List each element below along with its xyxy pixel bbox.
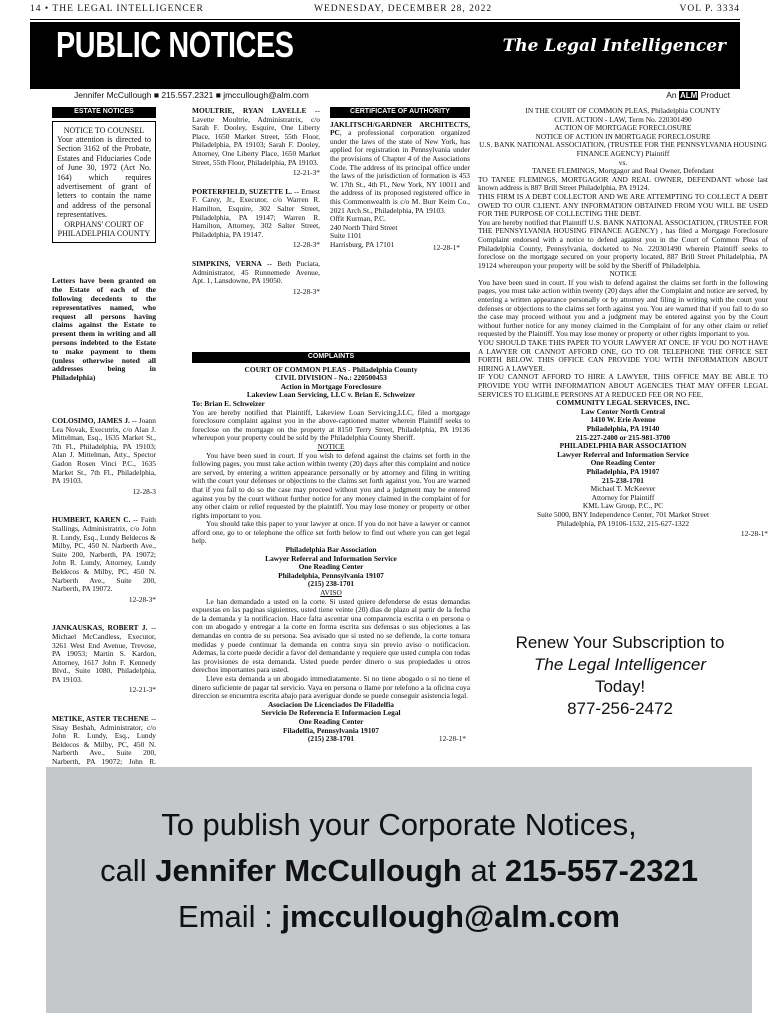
notice-text: -- Lavette Moultrie, Administratrix, c/o Sarah F. Dooley, Esquire, One Liberty Place, 1650 Market Street, 55th Floor, Philadelphia, PA 19103; Sarah F. Dooley, Attorney, One Liberty Place, 1650 Market Street, 55th Floor, Philadelphia, PA 19103. — [192, 106, 320, 167]
bar-line: Philadelphia, Pennsylvania 19107 — [278, 570, 384, 580]
foreclosure-column — [478, 107, 768, 539]
notice-heading: NOTICE — [609, 269, 637, 279]
address-line: Suite 1101 — [330, 231, 362, 241]
estate-notice — [52, 516, 156, 604]
renew-today: Today! — [594, 677, 646, 696]
court-line: vs. — [618, 157, 628, 167]
address-line: Offit Kurman, P.C. — [330, 214, 386, 224]
renew-subscription-ad[interactable] — [478, 632, 762, 720]
legal-services-line: 1410 W. Erie Avenue — [590, 415, 656, 425]
notice-date: 12-28-3* — [292, 240, 320, 250]
running-head — [30, 4, 740, 18]
attorney-line: Attorney for Plaintiff — [591, 492, 655, 502]
box-title: NOTICE TO COUNSEL — [63, 125, 145, 135]
decedent-name: PORTERFIELD, SUZETTE L. — [192, 186, 293, 196]
footer-line-2: call Jennifer McCullough at 215-557-2321 — [100, 853, 698, 888]
complaint-paragraph: You should take this paper to your lawyer at once. If you do not have a lawyer or cannot afford one, go to or telephone the office set forth below to find out where you can get legal help. — [192, 519, 470, 546]
attorney-line: Michael T. McKeever — [590, 484, 656, 494]
contact-bar — [30, 89, 740, 102]
notice-heading: NOTICE — [317, 441, 345, 451]
alm-prefix: An — [666, 90, 677, 100]
court-line: CIVIL ACTION - LAW, Term No. 220301490 — [554, 114, 692, 124]
bar-line: One Reading Center — [298, 562, 364, 572]
certificate-text: , a professional corporation organized under the laws of the state of New York, has applied for registration in Pennsylvania under the provisions of Chapter 4 of the Associations Code. The address of its principal office under the laws of the jurisdiction of formation is 453 W. 17th St., 4th Fl., New York, NY 10011 and the address of its proposed registered office in this Commonwealth is c/o M. Burr Keim Co., 2021 Arch St., Philadelphia, PA 19103. — [330, 128, 470, 215]
notice-text: -- Faith Stallings, Administratrix, c/o John R. Lundy, Esq., Lundy Beldecos & Milby, PC, 450 N. Narberth Ave., Suite 200, Narberth, PA 19072; John R. Lundy, Attorney, Lundy Beldecos & Milby, PC, 450 N. Narberth Ave., Suite 200, Narberth, PA 19072. — [52, 515, 157, 594]
notice-date: 12-28-3* — [128, 594, 156, 604]
legal-services-line: 215-238-1701 — [602, 475, 644, 485]
defendant-line: TANEE FLEMINGS, Mortgagor and Real Owner, Defendant — [532, 166, 714, 176]
notice-text: -- Ernest F. Carey, Jr., Executor, c/o Warren R. Hamilton, Esquire, 302 Salter Street, Philadelphia, PA 19147; Warren R. Hamilton, Attorney, 302 Salter Street, Philadelphia, PA 19147. — [192, 186, 320, 239]
notice-date: 12-28-3 — [132, 486, 156, 496]
estate-notices-column-2 — [192, 107, 320, 316]
notice-date: 12-28-1* — [740, 529, 768, 539]
masthead-logo: The Legal Intelligencer — [502, 36, 726, 56]
court-line: U.S. BANK NATIONAL ASSOCIATION, (TRUSTEE FOR THE PENNSYLVANIA HOUSING FINANCE AGENCY) Plaintiff — [479, 140, 767, 158]
running-head-volume: VOL P. 3334 — [679, 4, 740, 14]
bar-line: Lawyer Referral and Information Service — [265, 553, 397, 563]
foreclosure-paragraph: You have been sued in court. If you wish to defend against the claims set forth in the following pages, you must take action within twenty (20) days after the Complaint and notice are served, by entering a written appearance personally or by attorney and filing in writing with the court your defenses or objections to the claims set forth against you. You are warned that if you fail to do so the case may proceed without you and a judgment may be entered against you by the Court without further notice for any money claimed in the Complaint of for any other claim or relief requested by the Plaintiff. You may lose money or property or other rights important to you. — [478, 277, 768, 339]
asoc-phone-line: (215) 238-1701 12-28-1* — [307, 734, 466, 744]
notice-text: -- Michael McCandless, Executor, 3261 West End Avenue, Trevose, PA 19053; Martin S. Kardon, Attorney, 1617 John F. Kennedy Blvd., Suite 1080, Philadelphia, PA 19103. — [52, 623, 156, 684]
legal-services-line: COMMUNITY LEGAL SERVICES, INC. — [556, 398, 690, 408]
notice-to-counsel-box — [52, 121, 156, 244]
asoc-line: One Reading Center — [298, 716, 364, 726]
alm-suffix: Product — [700, 90, 730, 100]
certificate-header: CERTIFICATE OF AUTHORITY — [330, 107, 470, 118]
action-type: Action in Mortgage Foreclosure — [280, 381, 382, 391]
attorney-line: KML Law Group, P.C., PC — [582, 501, 664, 511]
notice-text: -- Sisay Beshah, Administrator, c/o John R. Lundy, Esq., Lundy Beldecos & Milby, PC, 450 N. Narberth Ave., Suite 200, Narberth, PA 19072; John R. — [52, 714, 156, 767]
renew-publication: The Legal Intelligencer — [533, 655, 706, 674]
notice-text: -- Joann Lea Novak, Executrix, c/o Alan J. Mittelman, Esq., 1635 Market St., 7th Fl., Philadelphia, PA 19103; Alan J. Mittelman, Atty., Spector Gadon Rosen Vinci P.C., 1635 Market St., 7th Fl., Philadelphia, PA 19103. — [52, 416, 156, 486]
aviso-heading: AVISO — [320, 588, 342, 598]
running-head-date: WEDNESDAY, DECEMBER 28, 2022 — [314, 4, 493, 14]
estate-notice — [52, 417, 156, 496]
notice-date: 12-28-3* — [292, 286, 320, 296]
contact-phone[interactable]: 215-557-2321 — [504, 853, 698, 888]
publish-notices-ad — [46, 767, 752, 1013]
box-court: ORPHANS' COURT OF PHILADELPHIA COUNTY — [57, 219, 151, 239]
legal-services-line: Philadelphia, PA 19107 — [586, 466, 660, 476]
complaint-paragraph: Lleve esta demanda a un abogado immediatamente. Si no tiene abogado o si no tiene el dinero suficiente de pagar tal servicio. Vaya en persona o llame por telefono a la oficina cuya direccion se encuentra escrita abajo para averiguar donde se puede conseguir asistencia legal. — [192, 673, 470, 701]
parties: Lakeview Loan Servicing, LLC v. Brian E. Schweizer — [246, 390, 416, 400]
renew-phone[interactable]: 877-256-2472 — [567, 699, 673, 718]
court-line: ACTION OF MORTGAGE FORECLOSURE — [554, 123, 692, 133]
asoc-line: Servicio De Referencia E Informacion Legal — [261, 708, 401, 718]
division: CIVIL DIVISION - No.: 220500453 — [275, 373, 387, 383]
addressee: To: Brian E. Schweizer — [192, 398, 265, 408]
legal-services-line: PHILADELPHIA BAR ASSOCIATION — [559, 441, 687, 451]
estate-notice — [52, 624, 156, 695]
foreclosure-paragraph: IF YOU CANNOT AFFORD TO HIRE A LAWYER, THIS OFFICE MAY BE ABLE TO PROVIDE YOU WITH INFORMATION ABOUT AGENCIES THAT MAY OFFER LEGAL SERVICES TO ELIGIBLE PERSONS AT A REDUCED FEE OR NO FEE. — [478, 372, 768, 399]
contact-email[interactable]: jmccullough@alm.com — [281, 899, 620, 934]
box-text: Your attention is directed to Section 3162 of the Probate, Estates and Fiduciaries Code of June 30, 1972 (Act No. 164) which requires advertisement of grant of letters to contain the name and address of the personal representatives. — [57, 135, 151, 220]
attorney-line: Suite 5000, BNY Independence Center, 701 Market Street — [536, 509, 710, 519]
contact-name: Jennifer McCullough — [155, 853, 462, 888]
attorney-line: Philadelphia, PA 19106-1532, 215-627-1322 — [556, 518, 690, 528]
bar-line: Philadelphia Bar Association — [285, 545, 377, 555]
bar-line: (215) 238-1701 — [307, 579, 355, 589]
legal-services-line: Philadelphia, PA 19140 — [586, 423, 660, 433]
estate-notices-column — [52, 107, 156, 832]
decedent-name: SIMPKINS, VERNA — [192, 258, 262, 268]
complaint-paragraph: Le han demandado a usted en la corte. Si usted quiere defenderse de estas demandas expuestas en las paginas siguientes, usted tiene veinte (20) dias de plazo al partir de la fecha de la demanda y la notificacion. Hace falta ascentar una comparencia escrita o en persona o con un abogado y entregar a la corte en forma escrita sus defensas o sus objeciones a las demandas en contra de su persona. Sea avisado que si usted no se defiende, la corte tomara medidas y puede continuar la demanda en contra suya sin previo aviso o notificacion. Ademas, la corte puede decidir a favor del demandante y requiere que usted cumpla con todas las provisiones de esta demanda. Usted puede perder dinero o sus propiedades u otros derechos importantes para usted. — [192, 596, 470, 675]
decedent-name: COLOSIMO, JAMES J. — [52, 416, 130, 426]
page-title: PUBLIC NOTICES — [56, 24, 294, 65]
legal-services-line: Law Center North Central — [580, 406, 666, 416]
asoc-line: Asociacion De Licenciados De Filadelfia — [267, 699, 395, 709]
legal-services-line: 215-227-2400 or 215-981-3700 — [575, 432, 671, 442]
corporation-name: JAKLITSCH/GARDNER ARCHITECTS, PC — [330, 119, 470, 138]
legal-services-line: Lawyer Referral and Information Service — [557, 449, 689, 459]
estate-intro: Letters have been granted on the Estate of each of the following decedents to the representatives named, who request all persons having claims against the Estate to present them in writing and all persons indebted to the Estate to make payment to them (unless otherwise noted all addresses being in Philadelphia) — [52, 276, 156, 383]
court-line: IN THE COURT OF COMMON PLEAS, Philadelphia COUNTY — [525, 106, 721, 115]
address-line: 240 North Third Street — [330, 222, 398, 232]
estate-notice — [192, 107, 320, 178]
notice-date: 12-28-1* — [438, 734, 466, 744]
certificate-address — [330, 214, 470, 252]
estate-notices-header: ESTATE NOTICES — [52, 107, 156, 118]
notice-text: -- Beth Puciata, Administrator, 45 Runnemede Avenue, Apt. 1, Lansdowne, PA 19050. — [192, 258, 321, 286]
foreclosure-paragraph: YOU SHOULD TAKE THIS PAPER TO YOUR LAWYER AT ONCE. IF YOU DO NOT HAVE A LAWYER OR CANNOT AFFORD ONE, GO TO OR TELEPHONE THE OFFICE SET FORTH BELOW. THIS OFFICE CAN PROVIDE YOU WITH INFORMATION ABOUT HIRING A LAWYER. — [478, 338, 768, 373]
decedent-name: HUMBERT, KAREN C. — [52, 515, 131, 525]
banner — [30, 22, 740, 89]
running-head-rule — [30, 19, 740, 20]
estate-notice — [192, 260, 320, 296]
alm-badge — [666, 90, 730, 100]
contact-line: Jennifer McCullough ■ 215.557.2321 ■ jmccullough@alm.com — [74, 90, 309, 100]
asoc-line: Filadelfia, Pennsylvania 19107 — [283, 725, 379, 735]
alm-logo: ALM — [680, 91, 698, 100]
estate-notice — [192, 188, 320, 250]
complaint-paragraph: You are hereby notified that Plaintiff, Lakeview Loan Servicing,LLC, filed a mortgage foreclosure complaint against you in the above-captioned matter wherein Plaintiff seeks to foreclose on the mortgage on the property at 8150 Terry Street, Philadelphia, PA 19136 whereupon your property could be sold by the Philadelphia County Sheriff. — [192, 407, 470, 443]
court-line: NOTICE OF ACTION IN MORTGAGE FORECLOSURE — [535, 131, 711, 141]
complaints-header: COMPLAINTS — [192, 352, 470, 363]
foreclosure-paragraph: You are hereby notified that Plaintiff U.S. BANK NATIONAL ASSOCIATION, (TRUSTEE FOR THE PENNSYLVANIA HOUSING FINANCE AGENCY) , has filed a Mortgage Foreclosure Complaint endorsed with a notice to defend against you in the Court of Common Pleas of Philadelphia County, Pennsylvania, docketed to No. 220301490 wherein Plaintiff seeks to foreclose on the mortgage secured on your property located, 887 Brill Street Philadelphia, PA 19124 whereupon your property will be sold by the Sheriff of Philadelphia. — [478, 217, 768, 270]
legal-services-line: One Reading Center — [590, 458, 656, 468]
notice-date: 12-28-1* — [432, 242, 460, 252]
footer-line-1: To publish your Corporate Notices, — [161, 807, 637, 842]
renew-line: Renew Your Subscription to — [515, 633, 725, 652]
notice-date: 12-21-3* — [292, 168, 320, 178]
foreclosure-paragraph: THIS FIRM IS A DEBT COLLECTOR AND WE ARE ATTEMPTING TO COLLECT A DEBT OWED TO OUR CLIENT. ANY INFORMATION OBTAINED FROM YOU WILL BE USED FOR THE PURPOSE OF COLLECTING THE DEBT. — [478, 191, 768, 219]
decedent-name: JANKAUSKAS, ROBERT J. — [52, 623, 148, 633]
notice-date: 12-21-3* — [128, 685, 156, 695]
certificate-column — [330, 107, 470, 250]
decedent-name: METIKE, ASTER TECHENE — [52, 714, 149, 724]
court-name: COURT OF COMMON PLEAS - Philadelphia County — [244, 364, 418, 374]
running-head-left: 14 • THE LEGAL INTELLIGENCER — [30, 4, 204, 14]
address-line: Harrisburg, PA 17101 12-28-1* — [330, 239, 460, 252]
complaint-paragraph: You have been sued in court. If you wish to defend against the claims set forth in the following pages, you must take action within twenty (20) days after this complaint and notice are served, by entering a written appearance personally or by attorney and filing in writing with the court your defenses or objections to the claims set forth against you. You are warned that if you fail to do so the case may proceed without you and a judgment may be entered against you by the court without further notice for any money claimed in the complaint of for any other claim or relief requested by the plaintiff. You may lose money or property or other rights important to you. — [192, 450, 470, 520]
footer-line-3: Email : jmccullough@alm.com — [178, 899, 620, 934]
decedent-name: MOULTRIE, RYAN LAVELLE — [192, 106, 307, 115]
complaints-section — [192, 352, 470, 744]
foreclosure-paragraph: TO TANEE FLEMINGS, MORTGAGOR AND REAL OWNER, DEFENDANT whose last known address is 887 Brill Street Philadelphia, PA 19124. — [478, 174, 768, 193]
